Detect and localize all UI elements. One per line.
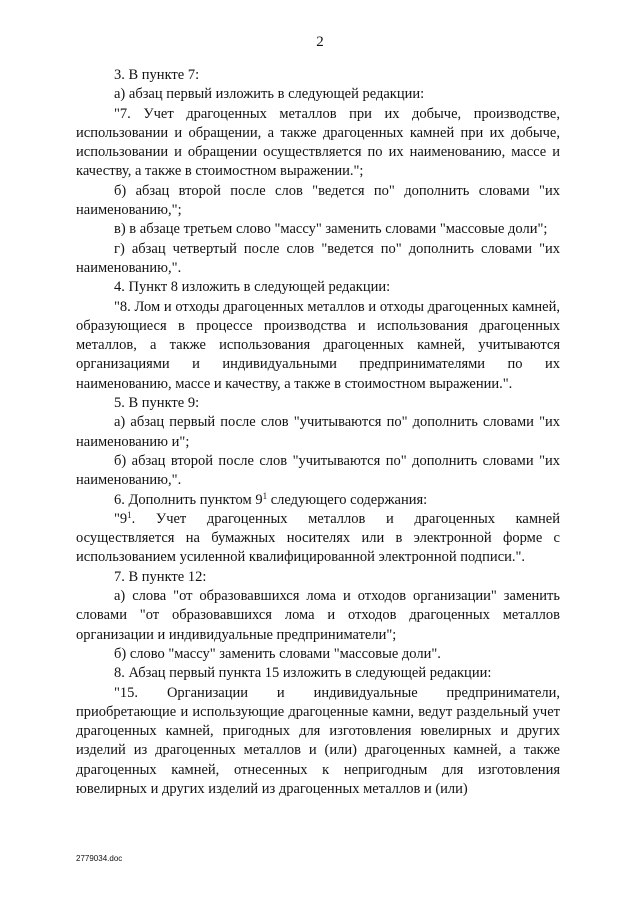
paragraph: 4. Пункт 8 изложить в следующей редакции: <box>114 279 391 296</box>
document-footer: 2779034.doc <box>76 854 123 863</box>
paragraph: "8. Лом и отходы драгоценных металлов и отходы драгоценных камней, образующиеся в процессе производства и использования драгоценных металлов, а также использования драгоценных камней, учитываются организациями и индивидуальными предпринимателями по их наименованию, массе и качеству, а также в стоимостном выражении.". <box>76 298 560 392</box>
paragraph-text: следующего содержания: <box>267 491 428 508</box>
paragraph: 8. Абзац первый пункта 15 изложить в следующей редакции: <box>114 665 492 682</box>
document-body <box>76 66 560 799</box>
paragraph: а) слова "от образовавшихся лома и отходов организации" заменить словами "от образовавшихся лома и отходов драгоценных металлов организации и индивидуальные предприниматели"; <box>76 588 560 643</box>
paragraph: б) абзац второй после слов "учитываются по" дополнить словами "их наименованию,". <box>76 452 560 489</box>
paragraph <box>76 510 560 568</box>
paragraph: а) абзац первый после слов "учитываются по" дополнить словами "их наименованию и"; <box>76 414 560 450</box>
paragraph: б) абзац второй после слов "ведется по" дополнить словами "их наименованию,"; <box>76 182 560 219</box>
page-number: 2 <box>316 34 324 50</box>
paragraph: в) в абзаце третьем слово "массу" заменить словами "массовые доли"; <box>114 221 548 238</box>
paragraph-text: "9 <box>114 510 128 527</box>
paragraph: 5. В пункте 9: <box>114 395 200 412</box>
paragraph: "15. Организации и индивидуальные предприниматели, приобретающие и использующие драгоценные камни, ведут раздельный учет драгоценных камней, пригодных для изготовления ювелирных и других изделий из драгоценных металлов и (или) драгоценных камней, а также драгоценных камней, отнесенных к непригодным для изготовления ювелирных и других изделий из драгоценных металлов и (или) <box>76 684 560 797</box>
paragraph: 7. В пункте 12: <box>114 568 207 585</box>
paragraph-text: 6. Дополнить пунктом 9 <box>114 491 263 508</box>
paragraph: б) слово "массу" заменить словами "массовые доли". <box>114 645 441 662</box>
paragraph-text: . Учет драгоценных металлов и драгоценных камней осуществляется на бумажных носителях или в электронной форме с использованием усиленной квалифицированной электронной подписи.". <box>76 510 560 566</box>
paragraph: а) абзац первый изложить в следующей редакции: <box>114 86 425 103</box>
superscript: 1 <box>262 490 268 501</box>
paragraph <box>76 491 560 510</box>
paragraph: 3. В пункте 7: <box>114 67 200 83</box>
superscript: 1 <box>127 509 132 520</box>
paragraph: г) абзац четвертый после слов "ведется по" дополнить словами "их наименованию,". <box>76 240 560 276</box>
paragraph: "7. Учет драгоценных металлов при их добыче, производстве, использовании и обращении, а также драгоценных камней при их добыче, использовании и обращении осуществляется по их наименованию, массе и качеству, а также в стоимостном выражении."; <box>76 105 560 180</box>
